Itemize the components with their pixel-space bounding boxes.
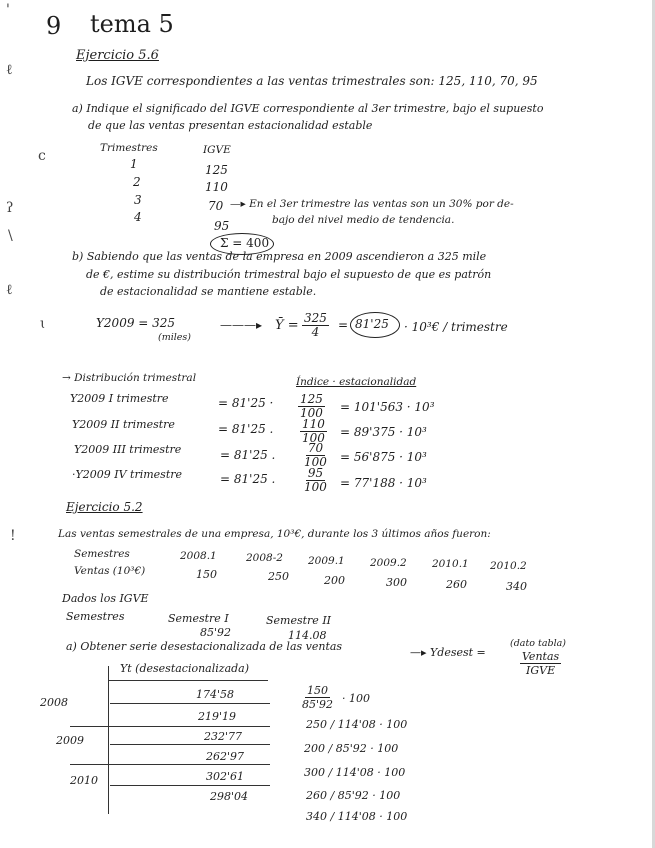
miles-note: (miles) xyxy=(158,332,191,343)
yt-table-rule xyxy=(70,726,270,727)
ej56-heading: Ejercicio 5.6 xyxy=(76,48,159,63)
dist-row-2-res: = 89'375 · 10³ xyxy=(340,425,427,439)
ej52-intro: Las ventas semestrales de una empresa, 10³€, durante los 3 últimos años fueron: xyxy=(58,528,491,540)
ventas-col-4: 300 xyxy=(386,576,407,589)
ventas-col-3: 200 xyxy=(324,574,345,587)
ej52-a-arrow: —▸ Ydesest = xyxy=(410,646,486,659)
yt-table-rule xyxy=(110,703,270,704)
dist-row-1-val: = 81'25 · xyxy=(218,396,274,410)
trim-row-4: 4 xyxy=(134,210,142,224)
margin-scribble: ɩ xyxy=(40,316,46,332)
dist-row-1-res: = 101'563 · 10³ xyxy=(340,400,435,414)
dist-row-1-frac xyxy=(298,393,325,420)
calc-4: 300 / 114'08 · 100 xyxy=(304,766,406,779)
dist-row-3-den: 100 xyxy=(304,455,327,469)
dist-row-3-num: 70 xyxy=(307,441,324,455)
dist-row-2-label: Y2009 II trimestre xyxy=(72,418,175,431)
yt-value-6: 298'04 xyxy=(210,790,249,803)
yt-value-3: 232'77 xyxy=(204,730,243,743)
page-mark: 9 xyxy=(46,12,62,40)
igve-semestre-1: Semestre I xyxy=(168,612,229,625)
calc-2: 250 / 114'08 · 100 xyxy=(306,718,408,731)
dist-row-2-den: 100 xyxy=(302,431,325,445)
year-2009: 2009 xyxy=(56,734,84,747)
arrow-to-ybar: ———▸ xyxy=(220,318,263,332)
semestre-col-2: 2008-2 xyxy=(246,552,283,564)
ej56-intro: Los IGVE correspondientes a las ventas trimestrales son: 125, 110, 70, 95 xyxy=(86,74,538,88)
ybar-fraction-den: 4 xyxy=(311,325,320,339)
margin-scribble: ℓ xyxy=(6,62,13,78)
ventas-label: Ventas (10³€) xyxy=(74,565,146,577)
calc-5: 260 / 85'92 · 100 xyxy=(306,789,401,802)
yt-value-5: 302'61 xyxy=(206,770,245,783)
igve-semestre-1-val: 85'92 xyxy=(200,626,232,639)
yt-value-4: 262'97 xyxy=(206,750,245,763)
year-2008: 2008 xyxy=(40,696,68,709)
igve-row-4: 95 xyxy=(214,219,230,233)
dist-row-3-label: Y2009 III trimestre xyxy=(74,443,182,456)
dist-row-1-den: 100 xyxy=(300,406,323,420)
semestre-col-5: 2010.1 xyxy=(432,558,469,570)
dist-row-4-frac xyxy=(302,467,329,494)
igve-semestre-2-val: 114.08 xyxy=(288,629,327,642)
desest-num: Ventas xyxy=(522,650,560,663)
margin-scribble: ℓ xyxy=(6,282,13,298)
dist-row-1-num: 125 xyxy=(300,392,323,406)
semestre-col-4: 2009.2 xyxy=(370,557,407,569)
dist-row-4-den: 100 xyxy=(304,480,327,494)
trim-row-2: 2 xyxy=(133,175,141,189)
ej56-a-line2: de que las ventas presentan estacionalidad estable xyxy=(88,119,373,132)
semestre-col-6: 2010.2 xyxy=(490,560,527,572)
ybar-label: Ȳ = xyxy=(275,318,299,333)
semestres-label: Semestres xyxy=(74,548,130,560)
igve-sum: Σ = 400 xyxy=(220,236,270,250)
dist-row-3-val: = 81'25 . xyxy=(220,448,276,462)
ej56-b-line2: de €, estime su distribución trimestral bajo el supuesto de que es patrón xyxy=(86,268,492,281)
dist-row-2-val: = 81'25 . xyxy=(218,422,274,436)
ej52-heading: Ejercicio 5.2 xyxy=(66,500,143,514)
margin-scribble: c xyxy=(38,148,46,164)
margin-scribble: \ xyxy=(8,228,13,244)
yt-value-1: 174'58 xyxy=(196,688,235,701)
semestre-col-3: 2009.1 xyxy=(308,555,345,567)
yt-table-rule xyxy=(110,744,270,745)
calc-6: 340 / 114'08 · 100 xyxy=(306,810,408,823)
desest-fraction xyxy=(520,650,561,677)
dist-row-4-val: = 81'25 . xyxy=(220,472,276,486)
trim-row-1: 1 xyxy=(130,157,138,171)
yt-table-rule xyxy=(70,764,270,765)
yt-table-vline xyxy=(108,666,109,814)
calc-1-tail: · 100 xyxy=(342,692,370,705)
calc-1-fraction xyxy=(300,684,335,711)
margin-scribble: ʔ xyxy=(6,200,14,216)
dist-heading: → Distribución trimestral xyxy=(62,372,197,384)
index-heading: Índice · estacionalidad xyxy=(296,376,417,388)
y2009-value: Y2009 = 325 xyxy=(96,316,176,330)
ybar-fraction-num: 325 xyxy=(304,311,327,325)
igve-row-2: 110 xyxy=(205,180,228,194)
igve-semestres-head: Semestres xyxy=(66,610,125,623)
desest-den: IGVE xyxy=(526,664,556,677)
yt-table-rule xyxy=(110,785,270,786)
dados-igve: Dados los IGVE xyxy=(62,592,149,605)
trim-row-3: 3 xyxy=(134,193,142,207)
igve-semestre-2: Semestre II xyxy=(266,614,332,627)
ventas-col-5: 260 xyxy=(446,578,467,591)
ventas-col-6: 340 xyxy=(506,580,527,593)
ej56-a-line1: a) Indique el significado del IGVE correspondiente al 3er trimestre, bajo el supuesto xyxy=(72,102,544,115)
ej56-b-line3: de estacionalidad se mantiene estable. xyxy=(100,285,317,298)
igve-row-3: 70 xyxy=(208,199,224,213)
ventas-col-1: 150 xyxy=(196,568,217,581)
dist-row-4-res: = 77'188 · 10³ xyxy=(340,476,427,490)
semestre-col-1: 2008.1 xyxy=(180,550,217,562)
dato-tabla-note: (dato tabla) xyxy=(510,638,566,649)
ventas-col-2: 250 xyxy=(268,570,289,583)
igve-row-1: 125 xyxy=(205,163,228,177)
yt-table-rule xyxy=(108,680,268,681)
dist-row-3-frac xyxy=(302,442,329,469)
yt-value-2: 219'19 xyxy=(198,710,237,723)
year-2010: 2010 xyxy=(70,774,98,787)
margin-scribble: ! xyxy=(10,528,16,544)
ej56-note-line2: bajo del nivel medio de tendencia. xyxy=(272,214,455,226)
page-title: tema 5 xyxy=(90,10,174,38)
col-igve: IGVE xyxy=(203,144,231,156)
col-trimestres: Trimestres xyxy=(100,142,158,154)
ybar-result: 81'25 xyxy=(355,317,389,331)
calc-1-den: 85'92 xyxy=(302,698,334,711)
ej56-note-line1: —▸ En el 3er trimestre las ventas son un 30% por de- xyxy=(230,198,514,210)
ybar-fraction xyxy=(302,312,329,339)
dist-row-2-num: 110 xyxy=(302,417,325,431)
ej56-b-line1: b) Sabiendo que las ventas de la empresa en 2009 ascendieron a 325 mile xyxy=(72,250,487,263)
dist-row-4-num: 95 xyxy=(307,466,324,480)
dist-row-1-label: Y2009 I trimestre xyxy=(70,392,169,405)
ej52-a-text: a) Obtener serie desestacionalizada de las ventas xyxy=(66,640,343,653)
equals-sign: = xyxy=(338,318,349,332)
margin-tick: ' xyxy=(6,2,10,18)
dist-row-4-label: ·Y2009 IV trimestre xyxy=(72,468,183,481)
calc-3: 200 / 85'92 · 100 xyxy=(304,742,399,755)
dist-row-3-res: = 56'875 · 10³ xyxy=(340,450,427,464)
yt-head: Yt (desestacionalizada) xyxy=(120,662,250,675)
ybar-units: · 10³€ / trimestre xyxy=(404,320,508,334)
calc-1-num: 150 xyxy=(307,684,329,697)
